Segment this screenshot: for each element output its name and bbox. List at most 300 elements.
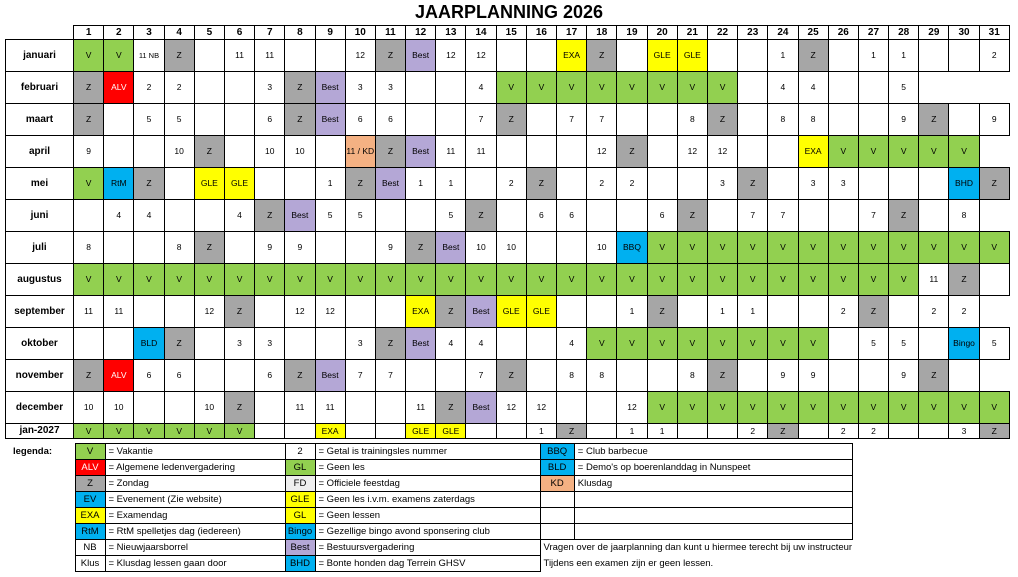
day-cell <box>285 423 315 438</box>
day-cell: V <box>134 263 164 295</box>
day-number-header: 19 <box>617 26 647 40</box>
day-cell <box>557 135 587 167</box>
legend-label <box>5 508 75 524</box>
day-number-header: 30 <box>949 26 979 40</box>
day-cell: Best <box>466 391 496 423</box>
day-number-header: 17 <box>557 26 587 40</box>
day-cell: EXA <box>406 295 436 327</box>
day-cell <box>587 391 617 423</box>
month-row <box>6 359 1010 391</box>
day-cell: Z <box>375 327 405 359</box>
day-cell: EXA <box>798 135 828 167</box>
day-cell: 6 <box>255 359 285 391</box>
day-cell: Best <box>466 295 496 327</box>
day-cell: EXA <box>557 39 587 71</box>
day-cell: 9 <box>255 231 285 263</box>
legend-row <box>5 476 852 492</box>
month-row <box>6 199 1010 231</box>
day-cell: V <box>496 263 526 295</box>
day-cell <box>738 71 768 103</box>
day-cell: Z <box>466 199 496 231</box>
month-label: januari <box>6 39 74 71</box>
day-cell: 3 <box>707 167 737 199</box>
day-cell: 4 <box>466 71 496 103</box>
day-cell <box>979 135 1009 167</box>
day-cell: V <box>707 327 737 359</box>
day-cell: 11 <box>224 39 254 71</box>
day-cell: 9 <box>375 231 405 263</box>
legend-description: = Gezellige bingo avond sponsering club <box>315 524 540 540</box>
day-cell: 6 <box>345 103 375 135</box>
legend-code: V <box>75 444 105 460</box>
day-cell <box>496 39 526 71</box>
day-cell: Z <box>889 199 919 231</box>
day-cell: Best <box>406 39 436 71</box>
day-cell: 6 <box>375 103 405 135</box>
day-cell: 7 <box>768 199 798 231</box>
day-cell <box>858 167 888 199</box>
day-cell: 5 <box>436 199 466 231</box>
day-number-header: 22 <box>707 26 737 40</box>
day-cell <box>285 39 315 71</box>
day-cell <box>738 135 768 167</box>
legend-row <box>5 508 852 524</box>
day-cell: V <box>647 391 677 423</box>
day-cell: 3 <box>255 327 285 359</box>
day-number-header: 31 <box>979 26 1009 40</box>
day-cell <box>738 39 768 71</box>
day-number-header: 3 <box>134 26 164 40</box>
legend-code: GL <box>285 460 315 476</box>
day-cell <box>617 103 647 135</box>
day-cell <box>345 423 375 438</box>
day-cell <box>224 71 254 103</box>
day-cell: 2 <box>496 167 526 199</box>
day-cell <box>345 391 375 423</box>
day-cell <box>919 71 949 103</box>
legend-description: = Evenement (Zie website) <box>105 492 285 508</box>
day-cell: 4 <box>224 199 254 231</box>
legend-description: = Nieuwjaarsborrel <box>105 540 285 556</box>
day-cell: 5 <box>164 103 194 135</box>
day-number-header: 25 <box>798 26 828 40</box>
day-cell: V <box>858 391 888 423</box>
day-cell: Z <box>919 359 949 391</box>
legend-code: ALV <box>75 460 105 476</box>
day-number-header: 12 <box>406 26 436 40</box>
day-cell: 7 <box>466 103 496 135</box>
legend-description: = Examendag <box>105 508 285 524</box>
legend-code: 2 <box>285 444 315 460</box>
day-cell: 2 <box>587 167 617 199</box>
day-cell: Z <box>738 167 768 199</box>
legend-description: = Demo's op boerenlanddag in Nunspeet <box>574 460 852 476</box>
day-cell <box>617 39 647 71</box>
day-cell: Z <box>496 103 526 135</box>
day-cell: 10 <box>496 231 526 263</box>
day-cell: 1 <box>617 295 647 327</box>
day-cell: GLE <box>436 423 466 438</box>
day-cell: Z <box>375 39 405 71</box>
day-cell <box>647 359 677 391</box>
month-label: juli <box>6 231 74 263</box>
day-cell: V <box>617 263 647 295</box>
legend-row <box>5 540 852 556</box>
day-cell: V <box>436 263 466 295</box>
day-cell: 8 <box>557 359 587 391</box>
day-cell <box>768 295 798 327</box>
day-cell <box>526 103 556 135</box>
month-row <box>6 263 1010 295</box>
day-cell <box>255 295 285 327</box>
day-cell: 10 <box>587 231 617 263</box>
day-cell: GLE <box>647 39 677 71</box>
day-cell: 2 <box>134 71 164 103</box>
day-cell: 1 <box>436 167 466 199</box>
legend-note: Tijdens een examen zijn er geen lessen. <box>543 558 714 569</box>
day-number-header: 5 <box>194 26 224 40</box>
day-cell: 1 <box>707 295 737 327</box>
day-cell: Z <box>74 71 104 103</box>
day-cell: V <box>889 391 919 423</box>
day-cell <box>496 423 526 438</box>
day-cell <box>104 103 134 135</box>
day-cell: 8 <box>949 199 979 231</box>
day-cell <box>406 359 436 391</box>
legend-description: = RtM spelletjes dag (iedereen) <box>105 524 285 540</box>
day-cell <box>255 423 285 438</box>
day-cell <box>134 135 164 167</box>
day-number-header: 8 <box>285 26 315 40</box>
day-cell: V <box>889 263 919 295</box>
day-cell: 5 <box>315 199 345 231</box>
legend-empty-cell <box>540 508 574 524</box>
day-cell: Z <box>406 231 436 263</box>
day-cell <box>224 231 254 263</box>
day-cell <box>315 135 345 167</box>
legend-code: Best <box>285 540 315 556</box>
day-cell: V <box>707 263 737 295</box>
day-cell: 3 <box>949 423 979 438</box>
legend-row <box>5 492 852 508</box>
day-cell <box>557 295 587 327</box>
day-cell <box>919 167 949 199</box>
month-row <box>6 135 1010 167</box>
day-cell <box>738 359 768 391</box>
day-cell: 2 <box>617 167 647 199</box>
day-cell: V <box>919 391 949 423</box>
day-cell: 1 <box>738 295 768 327</box>
legend-row <box>5 556 852 572</box>
day-cell: 12 <box>345 39 375 71</box>
day-number-header: 26 <box>828 26 858 40</box>
title-text: JAARPLANNING 2026 <box>414 2 604 22</box>
day-cell <box>707 39 737 71</box>
day-cell <box>738 103 768 135</box>
day-cell: Z <box>436 391 466 423</box>
day-cell: V <box>526 263 556 295</box>
day-cell <box>285 327 315 359</box>
day-cell: Bingo <box>949 327 979 359</box>
day-cell <box>164 295 194 327</box>
day-cell: V <box>677 71 707 103</box>
day-cell: Z <box>224 295 254 327</box>
day-cell: 9 <box>74 135 104 167</box>
day-cell: 2 <box>979 39 1009 71</box>
day-cell: Best <box>315 71 345 103</box>
day-cell <box>224 103 254 135</box>
day-cell: 6 <box>647 199 677 231</box>
day-cell: RtM <box>104 167 134 199</box>
day-cell: Z <box>496 359 526 391</box>
day-cell: 6 <box>164 359 194 391</box>
day-cell: V <box>104 263 134 295</box>
legend-code: Bingo <box>285 524 315 540</box>
day-cell <box>496 327 526 359</box>
day-cell <box>889 295 919 327</box>
month-label: juni <box>6 199 74 231</box>
day-cell <box>677 423 707 438</box>
legend-note: Vragen over de jaarplanning dan kunt u hiermee terecht bij uw instructeur <box>543 542 853 554</box>
day-cell <box>617 199 647 231</box>
day-cell: 10 <box>255 135 285 167</box>
day-cell <box>315 231 345 263</box>
day-cell: Z <box>768 423 798 438</box>
day-cell: V <box>738 231 768 263</box>
day-cell: 12 <box>285 295 315 327</box>
day-number-header: 16 <box>526 26 556 40</box>
day-cell: Best <box>315 359 345 391</box>
day-cell <box>285 167 315 199</box>
day-number-header: 14 <box>466 26 496 40</box>
day-cell: 3 <box>255 71 285 103</box>
day-cell: 12 <box>466 39 496 71</box>
day-cell: Z <box>74 359 104 391</box>
day-cell: Z <box>436 295 466 327</box>
day-cell: 7 <box>557 103 587 135</box>
day-cell <box>345 295 375 327</box>
day-cell: V <box>194 263 224 295</box>
day-cell: V <box>647 263 677 295</box>
day-cell: V <box>134 423 164 438</box>
day-cell: V <box>677 231 707 263</box>
day-cell: 12 <box>496 391 526 423</box>
day-number-header: 20 <box>647 26 677 40</box>
day-number-header: 21 <box>677 26 707 40</box>
day-cell: 12 <box>677 135 707 167</box>
day-number-header: 29 <box>919 26 949 40</box>
day-cell <box>406 103 436 135</box>
day-cell: V <box>466 263 496 295</box>
day-cell: Z <box>164 39 194 71</box>
day-cell: V <box>828 263 858 295</box>
day-cell: V <box>949 391 979 423</box>
legend-description: = Bestuursvergadering <box>315 540 540 556</box>
day-cell: 1 <box>406 167 436 199</box>
month-label: november <box>6 359 74 391</box>
day-cell <box>889 167 919 199</box>
day-cell: 1 <box>617 423 647 438</box>
day-cell <box>919 327 949 359</box>
legend-row <box>5 460 852 476</box>
day-cell: Best <box>315 103 345 135</box>
legend-code: Klus <box>75 556 105 572</box>
day-cell <box>949 359 979 391</box>
month-label: april <box>6 135 74 167</box>
day-cell: 12 <box>587 135 617 167</box>
month-row <box>6 295 1010 327</box>
month-label: oktober <box>6 327 74 359</box>
day-cell: 4 <box>557 327 587 359</box>
day-cell: V <box>194 423 224 438</box>
day-cell: GLE <box>496 295 526 327</box>
day-cell <box>436 359 466 391</box>
day-cell: 3 <box>345 327 375 359</box>
legend-label <box>5 540 75 556</box>
legend-empty-cell <box>574 508 852 524</box>
legend-description: = Getal is trainingsles nummer <box>315 444 540 460</box>
day-cell: 2 <box>858 423 888 438</box>
day-cell: V <box>828 135 858 167</box>
day-cell: 11 <box>466 135 496 167</box>
day-cell: 8 <box>677 359 707 391</box>
legend-row <box>5 444 852 460</box>
month-row <box>6 391 1010 423</box>
legend-code: Z <box>75 476 105 492</box>
day-cell: 12 <box>617 391 647 423</box>
day-cell <box>828 71 858 103</box>
day-number-header: 7 <box>255 26 285 40</box>
day-cell: 8 <box>677 103 707 135</box>
day-cell: 8 <box>798 103 828 135</box>
day-cell: V <box>164 423 194 438</box>
day-cell: 1 <box>315 167 345 199</box>
day-cell: GLE <box>194 167 224 199</box>
month-label: augustus <box>6 263 74 295</box>
day-cell: V <box>496 71 526 103</box>
day-cell: 3 <box>828 167 858 199</box>
day-cell: V <box>858 231 888 263</box>
day-cell: 11 <box>255 39 285 71</box>
legend-description: = Geen les <box>315 460 540 476</box>
day-cell: V <box>74 167 104 199</box>
day-cell: 7 <box>375 359 405 391</box>
legend-code: EXA <box>75 508 105 524</box>
month-label: december <box>6 391 74 423</box>
day-cell: V <box>707 391 737 423</box>
day-cell: Z <box>617 135 647 167</box>
day-cell: V <box>768 391 798 423</box>
day-cell: Z <box>345 167 375 199</box>
day-cell: V <box>798 391 828 423</box>
day-cell: 12 <box>707 135 737 167</box>
day-cell: 5 <box>889 71 919 103</box>
day-cell: V <box>828 231 858 263</box>
day-cell: 1 <box>768 39 798 71</box>
day-cell: 12 <box>526 391 556 423</box>
day-cell: V <box>768 231 798 263</box>
day-cell <box>194 103 224 135</box>
day-cell: V <box>738 263 768 295</box>
day-cell <box>858 71 888 103</box>
day-cell <box>677 167 707 199</box>
day-cell: 9 <box>889 103 919 135</box>
legend-empty-cell <box>540 524 574 540</box>
day-cell <box>164 199 194 231</box>
day-cell: 6 <box>255 103 285 135</box>
page-title <box>0 0 1018 24</box>
day-cell <box>979 359 1009 391</box>
day-cell <box>496 135 526 167</box>
day-cell <box>466 423 496 438</box>
day-cell <box>164 391 194 423</box>
day-cell <box>647 135 677 167</box>
day-cell: 4 <box>104 199 134 231</box>
day-cell: Best <box>406 135 436 167</box>
month-row <box>6 423 1010 438</box>
day-cell <box>557 391 587 423</box>
day-cell: Z <box>285 103 315 135</box>
day-cell: Best <box>406 327 436 359</box>
day-cell: GLE <box>406 423 436 438</box>
day-cell: 6 <box>526 199 556 231</box>
legend-label <box>5 524 75 540</box>
day-cell: V <box>104 39 134 71</box>
day-cell: V <box>647 327 677 359</box>
legend-label <box>5 460 75 476</box>
day-cell <box>496 199 526 231</box>
day-cell: V <box>949 135 979 167</box>
day-cell: 5 <box>979 327 1009 359</box>
day-cell: Z <box>74 103 104 135</box>
legend-code: FD <box>285 476 315 492</box>
day-cell <box>375 391 405 423</box>
day-cell: V <box>74 39 104 71</box>
day-cell: 5 <box>345 199 375 231</box>
day-cell: Z <box>134 167 164 199</box>
legend-code: EV <box>75 492 105 508</box>
day-cell <box>707 199 737 231</box>
day-number-header: 9 <box>315 26 345 40</box>
month-row <box>6 231 1010 263</box>
day-cell <box>375 199 405 231</box>
day-cell: V <box>647 71 677 103</box>
month-row <box>6 167 1010 199</box>
day-cell: V <box>738 391 768 423</box>
day-cell <box>406 71 436 103</box>
day-cell: Z <box>858 295 888 327</box>
day-cell: 3 <box>345 71 375 103</box>
day-cell <box>104 327 134 359</box>
day-cell: Z <box>557 423 587 438</box>
day-cell <box>587 295 617 327</box>
legend <box>5 443 853 572</box>
day-cell: V <box>74 263 104 295</box>
day-cell <box>134 231 164 263</box>
day-cell: 11 <box>406 391 436 423</box>
legend-empty-cell <box>574 492 852 508</box>
day-cell <box>949 103 979 135</box>
day-cell <box>707 423 737 438</box>
day-cell: 11 / KD <box>345 135 375 167</box>
day-cell: V <box>315 263 345 295</box>
day-number-header: 10 <box>345 26 375 40</box>
legend-description: = Geen lessen <box>315 508 540 524</box>
month-row <box>6 39 1010 71</box>
day-cell: 4 <box>466 327 496 359</box>
day-number-header: 1 <box>74 26 104 40</box>
day-cell <box>798 423 828 438</box>
